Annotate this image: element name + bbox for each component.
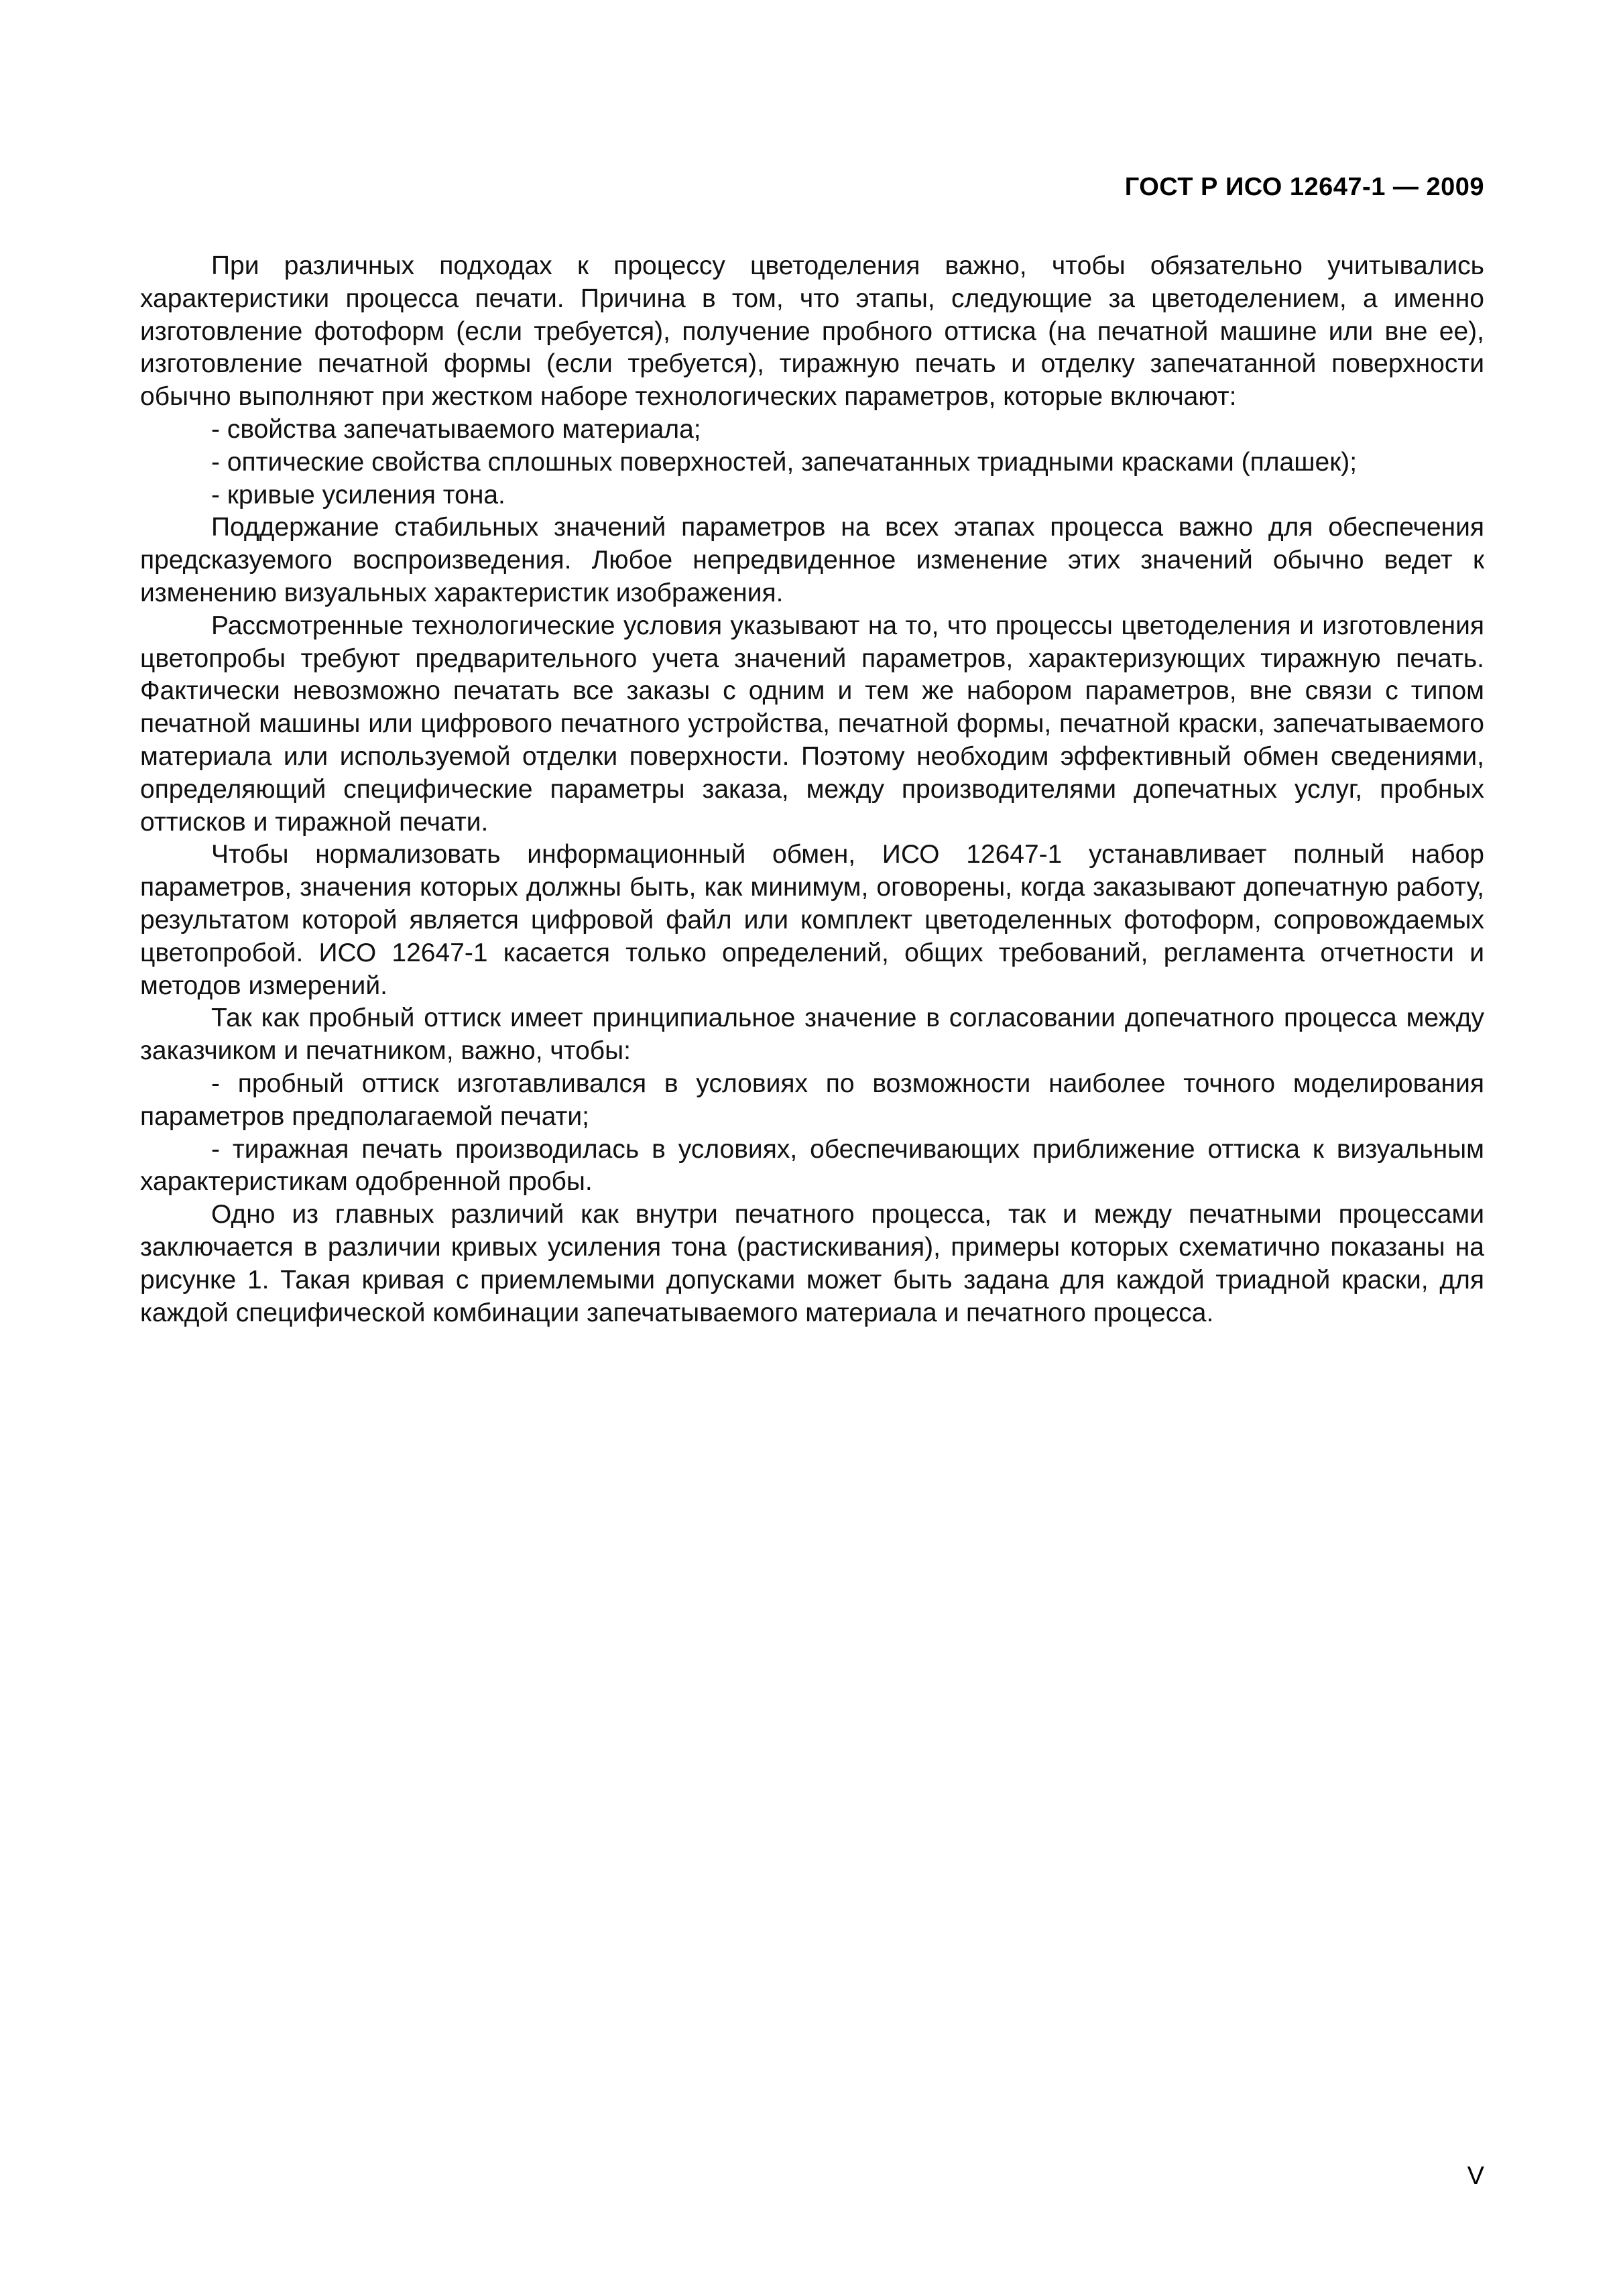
body-text <box>140 250 1484 1329</box>
list-item-solid-optical-properties: - оптические свойства сплошных поверхностей, запечатанных триадными красками (плашек); <box>211 447 1358 477</box>
paragraph-proof-importance: Так как пробный оттиск имеет принципиальное значение в согласовании допечатного процесса между заказчиком и печатником, важно, чтобы: <box>140 1004 1484 1066</box>
list-item-production-conditions: - тиражная печать производилась в условиях, обеспечивающих приближение оттиска к визуальным характеристикам одобренной пробы. <box>140 1134 1484 1197</box>
list-item-material-properties: - свойства запечатываемого материала; <box>211 414 701 444</box>
list-item-proof-conditions: - пробный оттиск изготавливался в условиях по возможности наиболее точного моделирования параметров предполагаемой печати; <box>140 1069 1484 1131</box>
paragraph-conditions: Рассмотренные технологические условия указывают на то, что процессы цветоделения и изготовления цветопробы требуют предварительного учета значений параметров, характеризующих тиражную печать. Фактически невозможно печатать все заказы с одним и тем же набором параметров, вне связи с типом печатной машины или цифрового печатного устройства, печатной формы, печатной краски, запечатываемого материала или используемой отделки поверхности. Поэтому необходим эффективный обмен сведениями, определяющий специфические параметры заказа, между производителями допечатных услуг, пробных оттисков и тиражной печати. <box>140 611 1484 837</box>
paragraph-intro: При различных подходах к процессу цветоделения важно, чтобы обязательно учитывались характеристики процесса печати. Причина в том, что этапы, следующие за цветоделением, а именно изготовление фотоформ (если требуется), получение пробного оттиска (на печатной машине или вне ее), изготовление печатной формы (если требуется), тиражную печать и отделку запечатанной поверхности обычно выполняют при жестком наборе технологических параметров, которые включают: <box>140 251 1484 412</box>
page-number: V <box>1467 2162 1484 2190</box>
paragraph-stability: Поддержание стабильных значений параметров на всех этапах процесса важно для обеспечения предсказуемого воспроизведения. Любое непредвиденное изменение этих значений обычно ведет к изменению визуальных характеристик изображения. <box>140 513 1484 607</box>
list-item-tone-gain-curves: - кривые усиления тона. <box>211 480 505 509</box>
document-code-header: ГОСТ Р ИСО 12647-1 — 2009 <box>1124 173 1484 201</box>
paragraph-information-exchange: Чтобы нормализовать информационный обмен, ИСО 12647-1 устанавливает полный набор параметров, значения которых должны быть, как минимум, оговорены, когда заказывают допечатную работу, результатом которой является цифровой файл или комплект цветоделенных фотоформ, сопровождаемых цветопробой. ИСО 12647-1 касается только определений, общих требований, регламента отчетности и методов измерений. <box>140 840 1484 1000</box>
paragraph-tone-value-increase: Одно из главных различий как внутри печатного процесса, так и между печатными процессами заключается в различии кривых усиления тона (растискивания), примеры которых схематично показаны на рисунке 1. Такая кривая с приемлемыми допусками может быть задана для каждой триадной краски, для каждой специфической комбинации запечатываемого материала и печатного процесса. <box>140 1200 1484 1327</box>
